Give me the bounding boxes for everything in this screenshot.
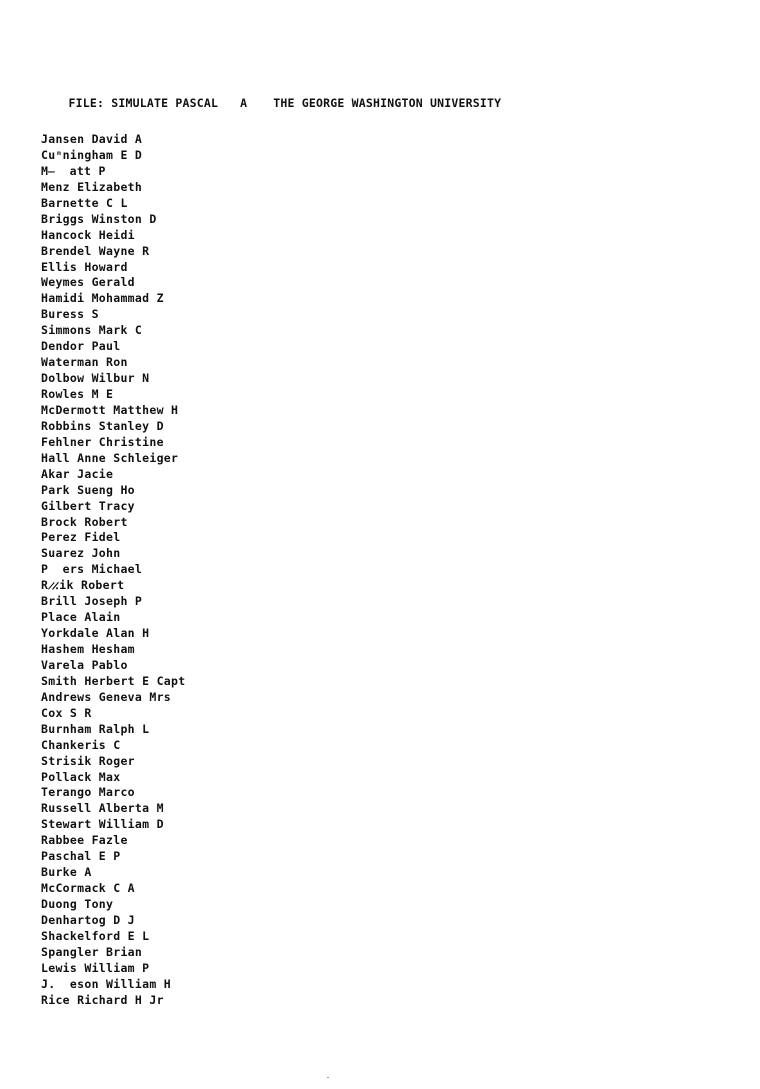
- list-item: Cox S R: [41, 705, 92, 720]
- names-list: [41, 132, 185, 1009]
- list-item: Hancock Heidi: [41, 227, 135, 242]
- list-item: Shackelford E L: [41, 928, 150, 943]
- list-item: Terango Marco: [41, 785, 135, 800]
- list-item: Spangler Brian: [41, 944, 143, 959]
- file-mode: A: [240, 96, 248, 110]
- list-item: Paschal E P: [41, 849, 121, 864]
- list-item: Duong Tony: [41, 897, 114, 911]
- list-item: Weymes Gerald: [41, 275, 135, 290]
- list-item: Cuⁿningham E D: [41, 147, 143, 162]
- list-item: R̷․̷ik Robert: [41, 578, 125, 593]
- list-item: Fehlner Christine: [41, 434, 164, 449]
- list-item: Suarez John: [41, 546, 121, 561]
- list-item: Place Alain: [41, 610, 121, 625]
- list-item: Rabbee Fazle: [41, 833, 128, 848]
- list-item: Stewart William D: [41, 817, 164, 832]
- list-item: Akar Jacie: [41, 466, 114, 481]
- file-header: [40, 82, 501, 124]
- list-item: Yorkdale Alan H: [41, 626, 150, 641]
- list-item: P ers Michael: [41, 562, 143, 577]
- list-item: Dendor Paul: [41, 339, 121, 354]
- list-item: M̶ att P: [41, 163, 106, 178]
- list-item: Smith Herbert E Capt: [41, 673, 186, 688]
- list-item: Pollack Max: [41, 769, 121, 784]
- list-item: Hashem Hesham: [41, 642, 135, 656]
- list-item: Burke A: [41, 865, 92, 880]
- list-item: Dolbow Wilbur N: [41, 371, 150, 386]
- institution-name: THE GEORGE WASHINGTON UNIVERSITY: [273, 96, 502, 110]
- list-item: Barnette C L: [41, 195, 128, 210]
- list-item: Brill Joseph P: [41, 594, 143, 609]
- list-item: Strisik Roger: [41, 753, 135, 768]
- list-item: Varela Pablo: [41, 657, 128, 672]
- list-item: Jansen David A: [41, 132, 143, 146]
- list-item: Menz Elizabeth: [41, 179, 143, 194]
- list-item: Lewis William P: [41, 960, 150, 975]
- list-item: Russell Alberta M: [41, 801, 164, 816]
- list-item: Ellis Howard: [41, 259, 128, 274]
- list-item: Rice Richard H Jr: [41, 992, 164, 1007]
- list-item: Chankeris C: [41, 737, 121, 752]
- list-item: Robbins Stanley D: [41, 418, 164, 433]
- list-item: Waterman Ron: [41, 355, 128, 370]
- list-item: Brendel Wayne R: [41, 243, 150, 258]
- file-label: FILE: SIMULATE PASCAL: [68, 96, 219, 110]
- list-item: Gilbert Tracy: [41, 498, 135, 513]
- list-item: Denhartog D J: [41, 912, 135, 927]
- list-item: Buress S: [41, 307, 99, 322]
- list-item: Park Sueng Ho: [41, 482, 135, 497]
- list-item: Burnham Ralph L: [41, 721, 150, 736]
- list-item: Hall Anne Schleiger: [41, 450, 179, 465]
- list-item: J. eson William H: [41, 976, 172, 991]
- list-item: Andrews Geneva Mrs: [41, 689, 172, 704]
- list-item: McDermott Matthew H: [41, 402, 179, 417]
- list-item: Hamidi Mohammad Z: [41, 291, 164, 306]
- scan-speck: [327, 1077, 329, 1078]
- list-item: McCormack C A: [41, 881, 135, 896]
- list-item: Perez Fidel: [41, 530, 121, 545]
- list-item: Simmons Mark C: [41, 323, 143, 338]
- list-item: Briggs Winston D: [41, 211, 157, 226]
- list-item: Rowles M E: [41, 387, 114, 401]
- list-item: Brock Robert: [41, 514, 128, 529]
